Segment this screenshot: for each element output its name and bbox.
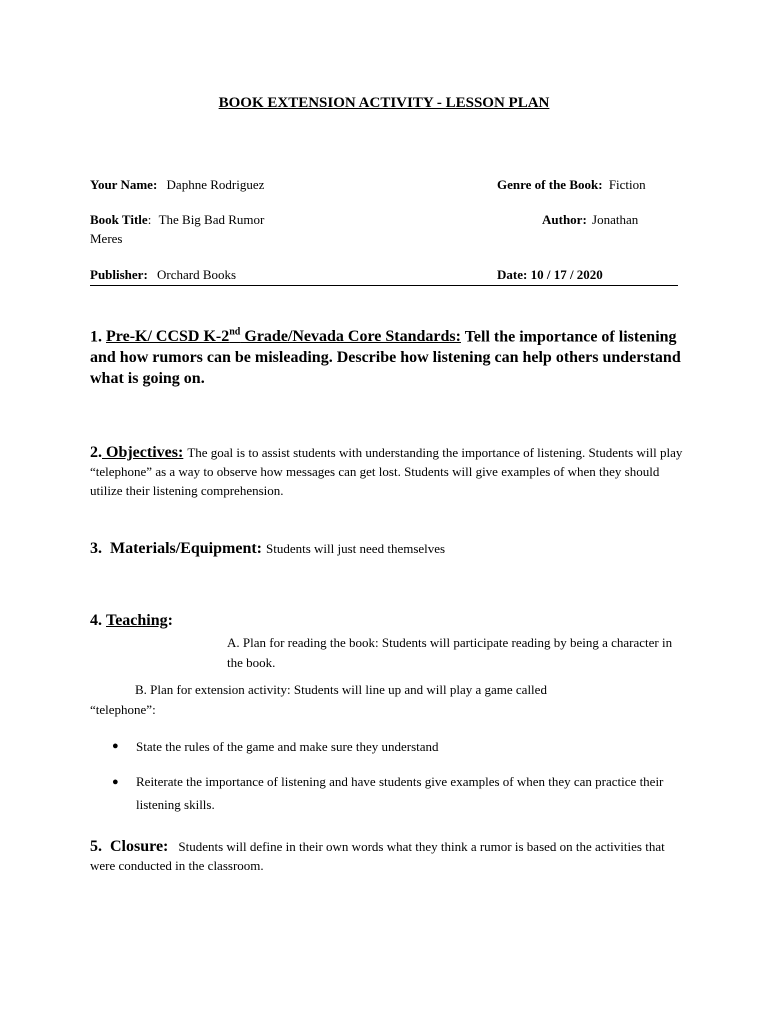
author-field (542, 210, 638, 229)
heading-part-b: Grade/Nevada Core Standards: (240, 328, 461, 346)
section-number: 1. (90, 328, 102, 346)
section-text: Tell the importance of listening and how rumors can be misleading. Describe how listening can help others understand what is going on. (90, 328, 681, 388)
section-heading: Closure: (110, 838, 169, 855)
bullet-text: State the rules of the game and make sure they understand (136, 739, 439, 754)
section-objectives (90, 443, 686, 500)
name-field (90, 175, 264, 194)
book-title-value: The Big Bad Rumor (158, 212, 265, 227)
book-title-colon: : (147, 212, 152, 227)
section-closure (90, 837, 686, 875)
author-label: Author: (542, 212, 587, 227)
name-label: Your Name: (90, 177, 158, 192)
teaching-item-b-continued: “telephone”: (90, 702, 156, 717)
book-title-label: Book Title (90, 212, 148, 227)
publisher-label: Publisher: (90, 267, 148, 282)
date-field (497, 265, 603, 284)
section-text: Students will define in their own words what they think a rumor is based on the activities that were conducted in the classroom. (90, 839, 665, 873)
name-value: Daphne Rodriguez (166, 177, 265, 192)
section-number: 5. (90, 838, 102, 855)
section-heading: Teaching (106, 612, 168, 629)
teaching-bullet (112, 770, 681, 816)
header-divider (90, 285, 678, 286)
teaching-item-a: A. Plan for reading the book: Students will participate reading by being a character in the book. (227, 635, 673, 670)
page-title: BOOK EXTENSION ACTIVITY - LESSON PLAN (218, 95, 550, 111)
bullet-icon: ● (112, 740, 119, 752)
publisher-field (90, 265, 236, 284)
teaching-bullet (112, 737, 681, 756)
section-heading-colon: : (167, 612, 173, 629)
author-value-continued: Meres (90, 231, 123, 246)
date-label: Date: (497, 267, 528, 282)
section-heading (106, 328, 461, 345)
genre-value: Fiction (608, 177, 646, 192)
bullet-text: Reiterate the importance of listening and have students give examples of when they can practice their listening skills. (136, 774, 664, 812)
publisher-value: Orchard Books (157, 267, 237, 282)
author-value-first: Jonathan (592, 212, 639, 227)
book-title-field (90, 210, 264, 229)
heading-part-a: Pre-K/ CCSD K-2 (106, 328, 230, 346)
section-text: The goal is to assist students with understanding the importance of listening. Students will play “telephone” as a way to observe how messages can get lost. Students will give examples of when they should utilize their listening comprehension. (90, 445, 683, 498)
date-value: 10 / 17 / 2020 (530, 267, 603, 282)
section-text: Students will just need themselves (266, 541, 446, 556)
section-standards (90, 322, 690, 389)
section-heading: Materials/Equipment: (110, 540, 262, 557)
heading-superscript: nd (229, 327, 241, 338)
section-number: 3. (90, 540, 102, 557)
genre-field (497, 175, 646, 194)
bullet-icon: ● (112, 776, 119, 788)
section-number: 4. (90, 612, 102, 629)
section-materials (90, 539, 686, 558)
section-number: 2. (90, 444, 102, 461)
section-teaching (90, 612, 686, 630)
section-heading: Objectives: (102, 444, 184, 461)
genre-label: Genre of the Book: (497, 177, 603, 192)
teaching-item-b: B. Plan for extension activity: Students will line up and will play a game called (135, 682, 547, 697)
